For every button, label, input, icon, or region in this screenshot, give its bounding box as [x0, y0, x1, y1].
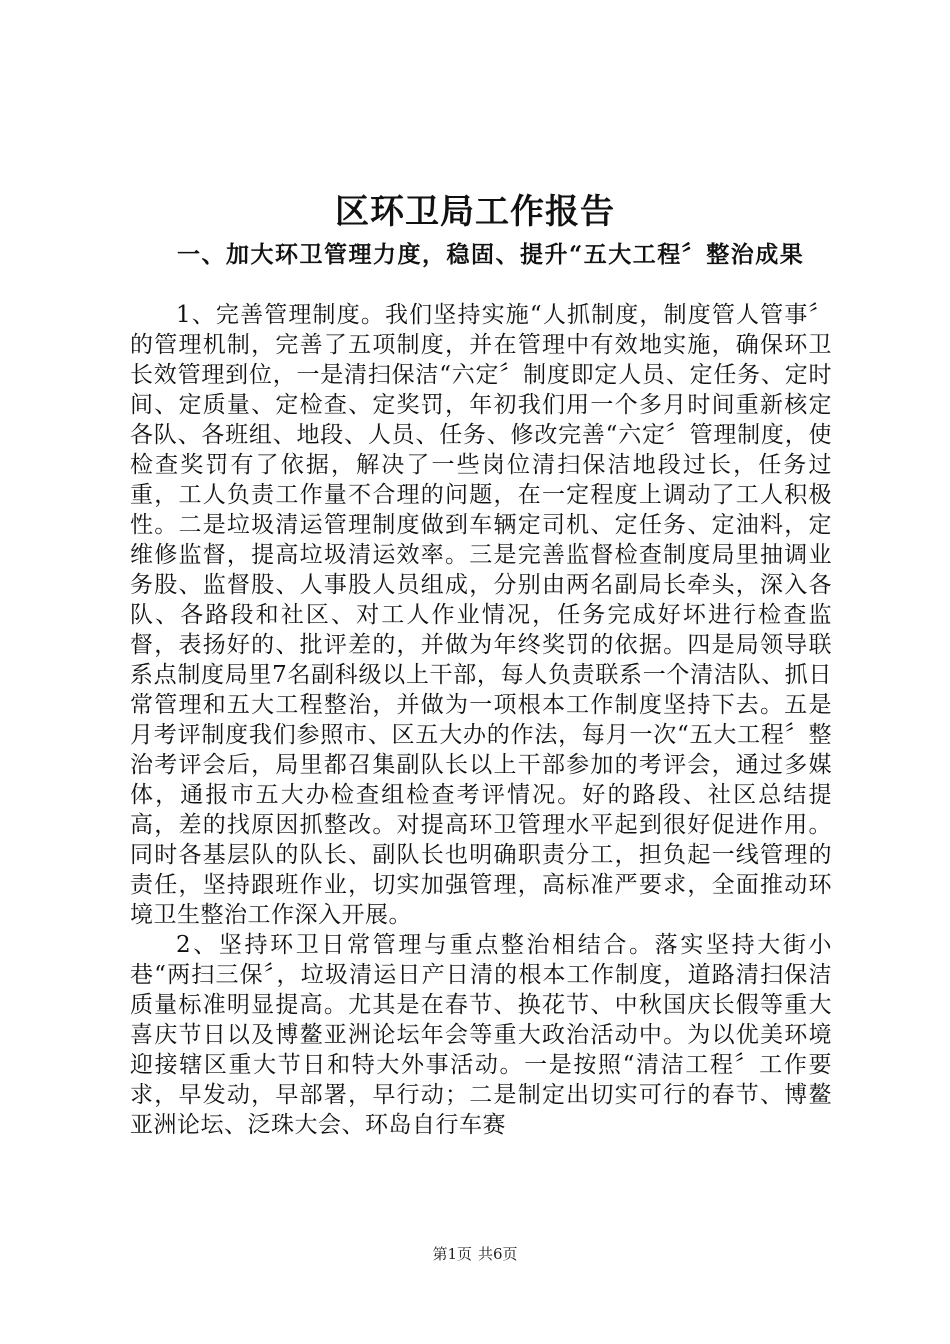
page-number: 第1页 — [432, 1245, 472, 1263]
paragraph-2: 2、坚持环卫日常管理与重点整治相结合。落实坚持大街小巷“两扫三保〞，垃圾清运日产日清的根本工作制度，道路清扫保洁质量标准明显提高。尤其是在春节、换花节、中秋国庆长假等重大喜庆节日以及博鳌亚洲论坛年会等重大政治活动中。为以优美环境迎接辖区重大节日和特大外事活动。一是按照“清洁工程〞工作要求，早发动，早部署，早行动；二是制定出切实可行的春节、博鳌亚洲论坛、泛珠大会、环岛自行车赛 — [130, 932, 832, 1138]
page-total: 共6页 — [478, 1245, 518, 1263]
document-body — [130, 300, 832, 1140]
paragraph-1: 1、完善管理制度。我们坚持实施“人抓制度，制度管人管事〞的管理机制，完善了五项制度，并在管理中有效地实施，确保环卫长效管理到位，一是清扫保洁“六定〞制度即定人员、定任务、定时间、定质量、定检查、定奖罚，年初我们用一个多月时间重新核定各队、各班组、地段、人员、任务、修改完善“六定〞管理制度，使检查奖罚有了依据，解决了一些岗位清扫保洁地段过长，任务过重，工人负责工作量不合理的问题，在一定程度上调动了工人积极性。二是垃圾清运管理制度做到车辆定司机、定任务、定油料，定维修监督，提高垃圾清运效率。三是完善监督检查制度局里抽调业务股、监督股、人事股人员组成，分别由两名副局长牵头，深入各队、各路段和社区、对工人作业情况，任务完成好坏进行检查监督，表扬好的、批评差的，并做为年终奖罚的依据。四是局领导联系点制度局里7名副科级以上干部，每人负责联系一个清洁队、抓日常管理和五大工程整治，并做为一项根本工作制度坚持下去。五是月考评制度我们参照市、区五大办的作法，每月一次“五大工程〞整治考评会后，局里都召集副队长以上干部参加的考评会，通过多媒体，通报市五大办检查组检查考评情况。好的路段、社区总结提高，差的找原因抓整改。对提高环卫管理水平起到很好促进作用。同时各基层队的队长、副队长也明确职责分工，担负起一线管理的责任，坚持跟班作业，切实加强管理，高标准严要求，全面推动环境卫生整治工作深入开展。 — [130, 302, 832, 928]
page-footer — [0, 1243, 950, 1264]
document-title: 区环卫局工作报告 — [335, 192, 615, 232]
section-heading: 一、加大环卫管理力度，稳固、提升“五大工程〞整治成果 — [177, 241, 805, 268]
